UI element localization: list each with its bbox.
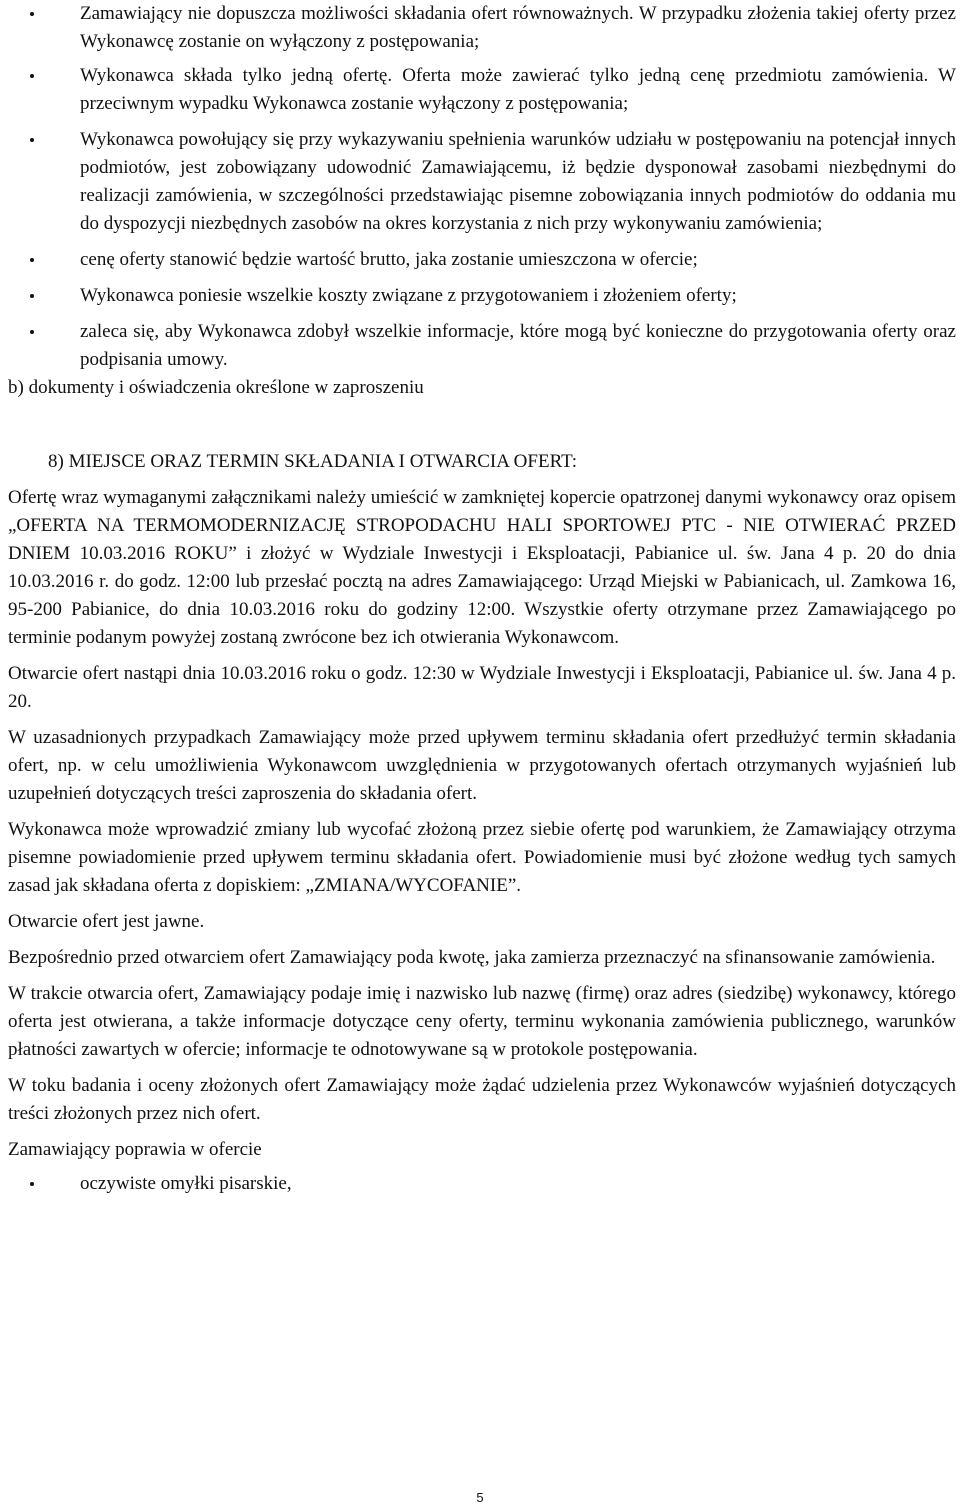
section-heading: 8) MIEJSCE ORAZ TERMIN SKŁADANIA I OTWARCIA OFERT:: [48, 451, 578, 472]
requirements-list: [8, 0, 956, 374]
corrections-list: [8, 1170, 956, 1198]
paragraph: W toku badania i oceny złożonych ofert Zamawiający może żądać udzielenia przez Wykonawców wyjaśnień dotyczących treści złożonych przez nich ofert.: [8, 1075, 956, 1124]
paragraph: Zamawiający poprawia w ofercie: [8, 1139, 262, 1160]
list-item: [8, 282, 956, 310]
bullet-icon: [30, 74, 34, 78]
bullet-icon: [30, 258, 34, 262]
bullet-icon: [30, 1182, 34, 1186]
paragraph: Ofertę wraz wymaganymi załącznikami należy umieścić w zamkniętej kopercie opatrzonej danymi wykonawcy oraz opisem „OFERTA NA TERMOMODERNIZACJĘ STROPODACHU HALI SPORTOWEJ PTC - NIE OTWIERAĆ PRZED DNIEM 10.03.2016 ROKU” i złożyć w Wydziale Inwestycji i Eksploatacji, Pabianice ul. św. Jana 4 p. 20 do dnia 10.03.2016 r. do godz. 12:00 lub przesłać pocztą na adres Zamawiającego: Urząd Miejski w Pabianicach, ul. Zamkowa 16, 95-200 Pabianice, do dnia 10.03.2016 roku do godziny 12:00. Wszystkie oferty otrzymane przez Zamawiającego po terminie podanym powyżej zostaną zwrócone bez ich otwierania Wykonawcom.: [8, 487, 956, 648]
list-item: [8, 246, 956, 274]
paragraph: W trakcie otwarcia ofert, Zamawiający podaje imię i nazwisko lub nazwę (firmę) oraz adres (siedzibę) wykonawcy, którego oferta jest otwierana, a także informacje dotyczące ceny oferty, terminu wykonania zamówienia publicznego, warunków płatności zawartych w ofercie; informacje te odnotowywane są w protokole postępowania.: [8, 983, 956, 1060]
paragraph: W uzasadnionych przypadkach Zamawiający może przed upływem terminu składania ofert przedłużyć termin składania ofert, np. w celu umożliwienia Wykonawcom uwzględnienia w przygotowanych ofertach otrzymanych wyjaśnień lub uzupełnień dotyczących treści zaproszenia do składania ofert.: [8, 727, 956, 804]
bullet-icon: [30, 138, 34, 142]
list-item-text: oczywiste omyłki pisarskie,: [80, 1173, 292, 1194]
list-item: [8, 1170, 956, 1198]
list-item: [8, 318, 956, 374]
document-page: [8, 0, 956, 1198]
section-b-label: b) dokumenty i oświadczenia określone w zaproszeniu: [8, 377, 424, 398]
list-item-text: zaleca się, aby Wykonawca zdobył wszelkie informacje, które mogą być konieczne do przygotowania oferty oraz podpisania umowy.: [80, 321, 956, 370]
bullet-icon: [30, 294, 34, 298]
bullet-icon: [30, 330, 34, 334]
paragraph: Bezpośrednio przed otwarciem ofert Zamawiający poda kwotę, jaka zamierza przeznaczyć na sfinansowanie zamówienia.: [8, 947, 936, 968]
list-item-text: cenę oferty stanowić będzie wartość brutto, jaka zostanie umieszczona w ofercie;: [80, 249, 698, 270]
paragraph: Wykonawca może wprowadzić zmiany lub wycofać złożoną przez siebie ofertę pod warunkiem, że Zamawiający otrzyma pisemne powiadomienie przed upływem terminu składania ofert. Powiadomienie musi być złożone według tych samych zasad jak składana oferta z dopiskiem: „ZMIANA/WYCOFANIE”.: [8, 819, 956, 896]
list-item-text: Wykonawca poniesie wszelkie koszty związane z przygotowaniem i złożeniem oferty;: [80, 285, 737, 306]
list-item-text: Wykonawca powołujący się przy wykazywaniu spełnienia warunków udziału w postępowaniu na potencjał innych podmiotów, jest zobowiązany udowodnić Zamawiającemu, iż będzie dysponował zasobami niezbędnymi do realizacji zamówienia, w szczególności przedstawiając pisemne zobowiązania innych podmiotów do oddania mu do dyspozycji niezbędnych zasobów na okres korzystania z nich przy wykonywaniu zamówienia;: [80, 129, 956, 234]
list-item-text: Wykonawca składa tylko jedną ofertę. Oferta może zawierać tylko jedną cenę przedmiotu zamówienia. W przeciwnym wypadku Wykonawca zostanie wyłączony z postępowania;: [80, 65, 956, 114]
list-item-text: Zamawiający nie dopuszcza możliwości składania ofert równoważnych. W przypadku złożenia takiej oferty przez Wykonawcę zostanie on wyłączony z postępowania;: [80, 3, 956, 52]
bullet-icon: [30, 12, 34, 16]
paragraph: Otwarcie ofert jest jawne.: [8, 911, 205, 932]
paragraph: Otwarcie ofert nastąpi dnia 10.03.2016 roku o godz. 12:30 w Wydziale Inwestycji i Eksploatacji, Pabianice ul. św. Jana 4 p. 20.: [8, 663, 956, 712]
page-number: 5: [476, 1490, 484, 1505]
list-item: [8, 0, 956, 56]
list-item: [8, 62, 956, 118]
list-item: [8, 126, 956, 238]
